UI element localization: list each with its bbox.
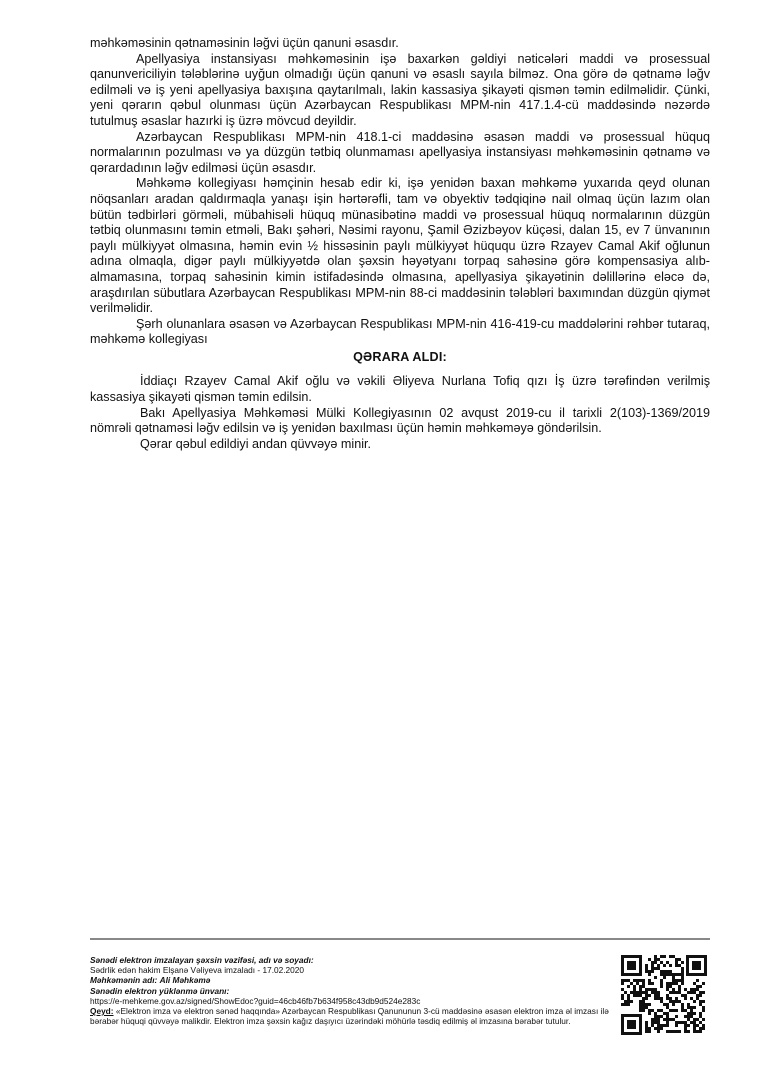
qr-code-icon[interactable] xyxy=(619,953,709,1037)
decision-heading: QƏRARA ALDI: xyxy=(353,349,447,364)
footer-divider xyxy=(90,938,710,940)
court-value: Ali Məhkəmə xyxy=(159,975,211,986)
note-label: Qeyd: xyxy=(90,1006,114,1017)
paragraph-decision-3: Qərar qəbul edildiyi andan qüvvəyə minir. xyxy=(140,436,372,451)
paragraph-decision-2: Bakı Apellyasiya Məhkəməsi Mülki Kollegiyasının 02 avqust 2019-cu il tarixli 2(103)-1369/2019 nömrəli qətnaməsi ləğv edilsin və iş yenidən baxılması üçün həmin məhkəməyə göndərilsin. xyxy=(90,405,710,436)
note-text: «Elektron imza və elektron sənəd haqqında» Azərbaycan Respublikası Qanununun 3-cü maddəsinə əsasən elektron imza əl imzası ilə bərabər hüquqi qüvvəyə malikdir. Elektron imza şəxsin kağız daşıyıcı üzərindəki möhürlə təsdiq edilmiş əl imzasına bərabər tutulur. xyxy=(90,1006,609,1027)
signature-footer xyxy=(90,955,610,1026)
paragraph-decision-1: İddiaçı Rzayev Camal Akif oğlu və vəkili Əliyeva Nurlana Tofiq qızı İş üzrə tərəfindən verilmiş kassasiya şikayəti qismən təmin edilsin. xyxy=(90,374,710,405)
court-label: Məhkəmənin adı: xyxy=(90,975,158,986)
paragraph-court-panel-opinion: Məhkəmə kollegiyası həmçinin hesab edir ki, işə yenidən baxan məhkəmə yuxarıda qeyd olunan nöqsanları aradan qaldırmaqla yanaşı işin hərtərəfli, tam və obyektiv tədqiqinə nail olmaq üçün lazım olan bütün tədbirləri görməli, mübahisəli hüquq münasibətinə maddi və prosessual hüquq normalarının düzgün tətbiq olunmasını təmin etməli, Bakı şəhəri, Nəsimi rayonu, Şamil Əzizbəyov küçəsi, dalan 15, ev 7 ünvanının paylı mülkiyyət olmasına, həmin evin ½ hissəsinin paylı mülkiyyət hüququ üzrə Rzayev Camal Akif oğlunun adına olmaqla, digər paylı mülkiyyətdə olan şəxsin həyətyanı torpaq sahəsinə görə kompensasiya alıb-almamasına, torpaq sahəsinin kimin istifadəsində olmasına, apellyasiya şikayətinin dəlillərinə eləcə də, araşdırılan sübutlara Azərbaycan Respublikası MPM-nin 88-ci maddəsinin tələbləri baxımından düzgün qiymət verilməlidir. xyxy=(90,176,710,316)
signer-value: Sədrlik edən hakim Elşanə Vəliyeva imzaladı - 17.02.2020 xyxy=(90,965,304,976)
address-link[interactable]: https://e-mehkeme.gov.az/signed/ShowEdoc?guid=46cb46fb7b634f958c43db9d524e283c xyxy=(90,995,421,1006)
signer-label: Sənədi elektron imzalayan şəxsin vəzifəsi, adı və soyadı: xyxy=(90,955,314,965)
address-label: Sənədin elektron yüklənmə ünvanı: xyxy=(90,985,230,996)
paragraph-continued: məhkəməsinin qətnaməsinin ləğvi üçün qanuni əsasdır. xyxy=(90,36,399,50)
document-body xyxy=(90,36,710,452)
paragraph-guided-by: Şərh olunanlara əsasən və Azərbaycan Respublikası MPM-nin 416-419-cu maddələrini rəhbər tutaraq, məhkəmə kollegiyası xyxy=(90,316,710,347)
paragraph-appeal-instance: Apellyasiya instansiyası məhkəməsinin işə baxarkən gəldiyi nəticələri maddi və prosessual qanunvericiliyin tələblərinə uyğun olmadığı üçün qanuni və əsaslı sayıla bilməz. Ona görə də qətnamə ləğv edilməli və iş yeni apellyasiya baxışına qaytarılmalı, lakin kassasiya şikayəti qismən təmin edilməlidir. Çünki, yeni qərarın qəbul olunması üçün Azərbaycan Respublikası MPM-nin 417.1.4-cü maddəsində nəzərdə tutulmuş əsaslar hazırki iş üzrə mövcud deyildir. xyxy=(90,51,710,128)
paragraph-article-418: Azərbaycan Respublikası MPM-nin 418.1-ci maddəsinə əsasən maddi və prosessual hüquq normalarının pozulması və ya düzgün tətbiq olunmaması apellyasiya instansiyası məhkəməsinin qətnamə və qərardadının ləğv edilməsi üçün əsasdır. xyxy=(90,129,710,175)
